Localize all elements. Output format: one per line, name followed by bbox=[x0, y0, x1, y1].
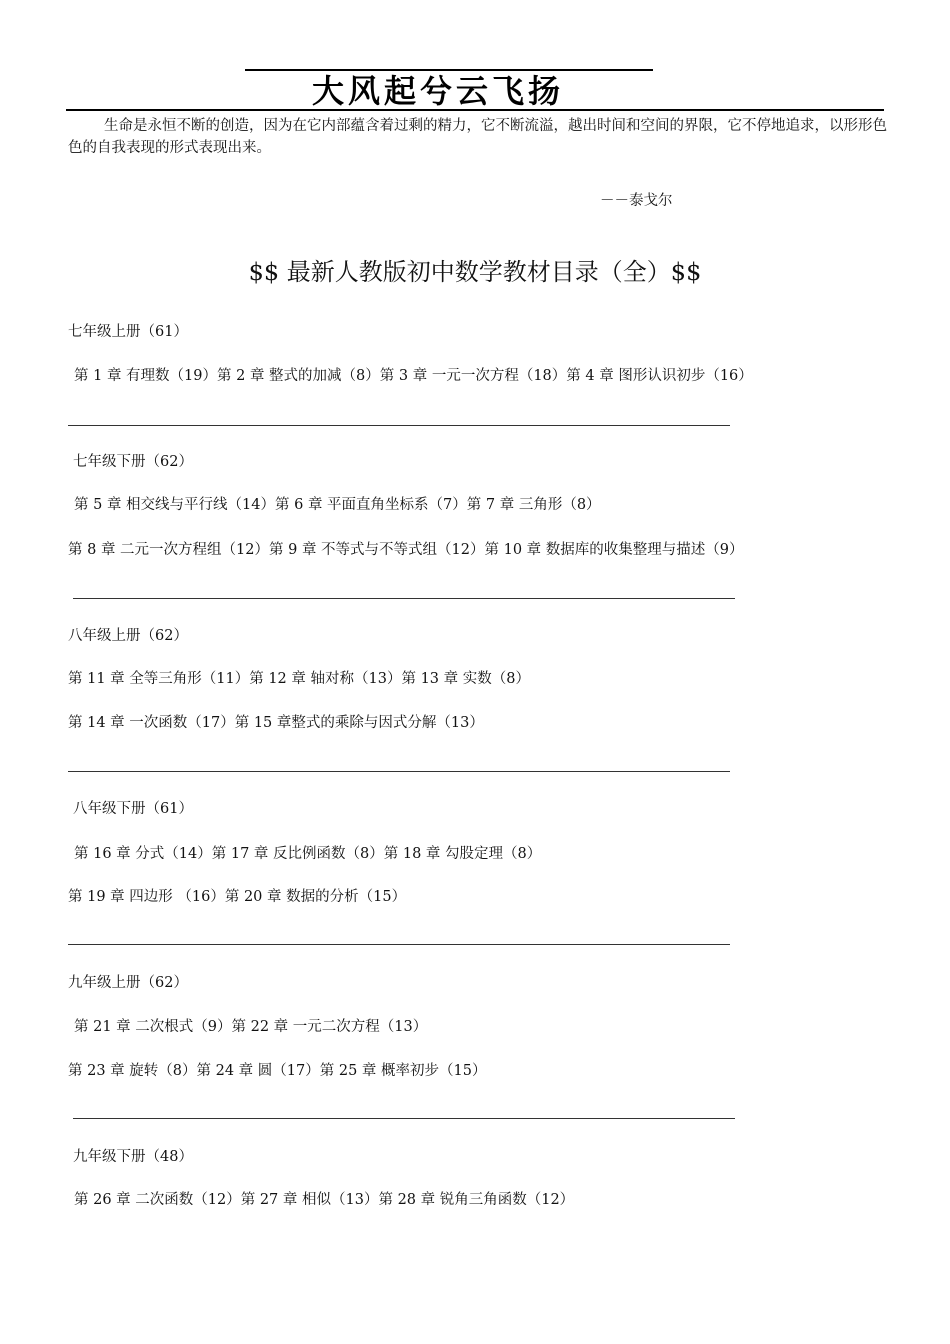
section-divider bbox=[73, 598, 735, 599]
chapter-line: 第 23 章 旋转（8）第 24 章 圆（17）第 25 章 概率初步（15） bbox=[68, 1063, 487, 1079]
chapter-line: 第 26 章 二次函数（12）第 27 章 相似（13）第 28 章 锐角三角函数（12） bbox=[74, 1192, 575, 1208]
chapter-line: 第 11 章 全等三角形（11）第 12 章 轴对称（13）第 13 章 实数（8） bbox=[68, 671, 530, 687]
section-label-grade9-vol2: 九年级下册（48） bbox=[73, 1149, 193, 1165]
quote-text: 生命是永恒不断的创造，因为在它内部蕴含着过剩的精力，它不断流溢，越出时间和空间的界限，它不停地追求，以形形色色的自我表现的形式表现出来。 bbox=[68, 118, 887, 156]
section-divider bbox=[68, 944, 730, 945]
section-label-grade7-vol2: 七年级下册（62） bbox=[73, 454, 193, 470]
chapter-line: 第 14 章 一次函数（17）第 15 章整式的乘除与因式分解（13） bbox=[68, 715, 484, 731]
section-divider bbox=[68, 771, 730, 772]
quote-author: －－泰戈尔 bbox=[600, 193, 673, 209]
section-divider bbox=[73, 1118, 735, 1119]
chapter-line: 第 5 章 相交线与平行线（14）第 6 章 平面直角坐标系（7）第 7 章 三角形（8） bbox=[74, 497, 601, 513]
chapter-line: 第 19 章 四边形 （16）第 20 章 数据的分析（15） bbox=[68, 889, 407, 905]
header-title: 大风起兮云飞扬 bbox=[312, 72, 565, 110]
section-label-grade8-vol1: 八年级上册（62） bbox=[68, 628, 188, 644]
chapter-line: 第 16 章 分式（14）第 17 章 反比例函数（8）第 18 章 勾股定理（8） bbox=[74, 846, 542, 862]
section-label-grade9-vol1: 九年级上册（62） bbox=[68, 975, 188, 991]
section-label-grade7-vol1: 七年级上册（61） bbox=[68, 324, 188, 340]
section-label-grade8-vol2: 八年级下册（61） bbox=[73, 801, 193, 817]
section-divider bbox=[68, 425, 730, 426]
chapter-line: 第 8 章 二元一次方程组（12）第 9 章 不等式与不等式组（12）第 10 章 数据库的收集整理与描述（9） bbox=[68, 542, 744, 558]
header-bottom-rule bbox=[66, 109, 884, 111]
document-title: $$ 最新人教版初中数学教材目录（全）$$ bbox=[248, 258, 702, 286]
chapter-line: 第 21 章 二次根式（9）第 22 章 一元二次方程（13） bbox=[74, 1019, 428, 1035]
chapter-line: 第 1 章 有理数（19）第 2 章 整式的加减（8）第 3 章 一元一次方程（18）第 4 章 图形认识初步（16） bbox=[74, 368, 753, 384]
